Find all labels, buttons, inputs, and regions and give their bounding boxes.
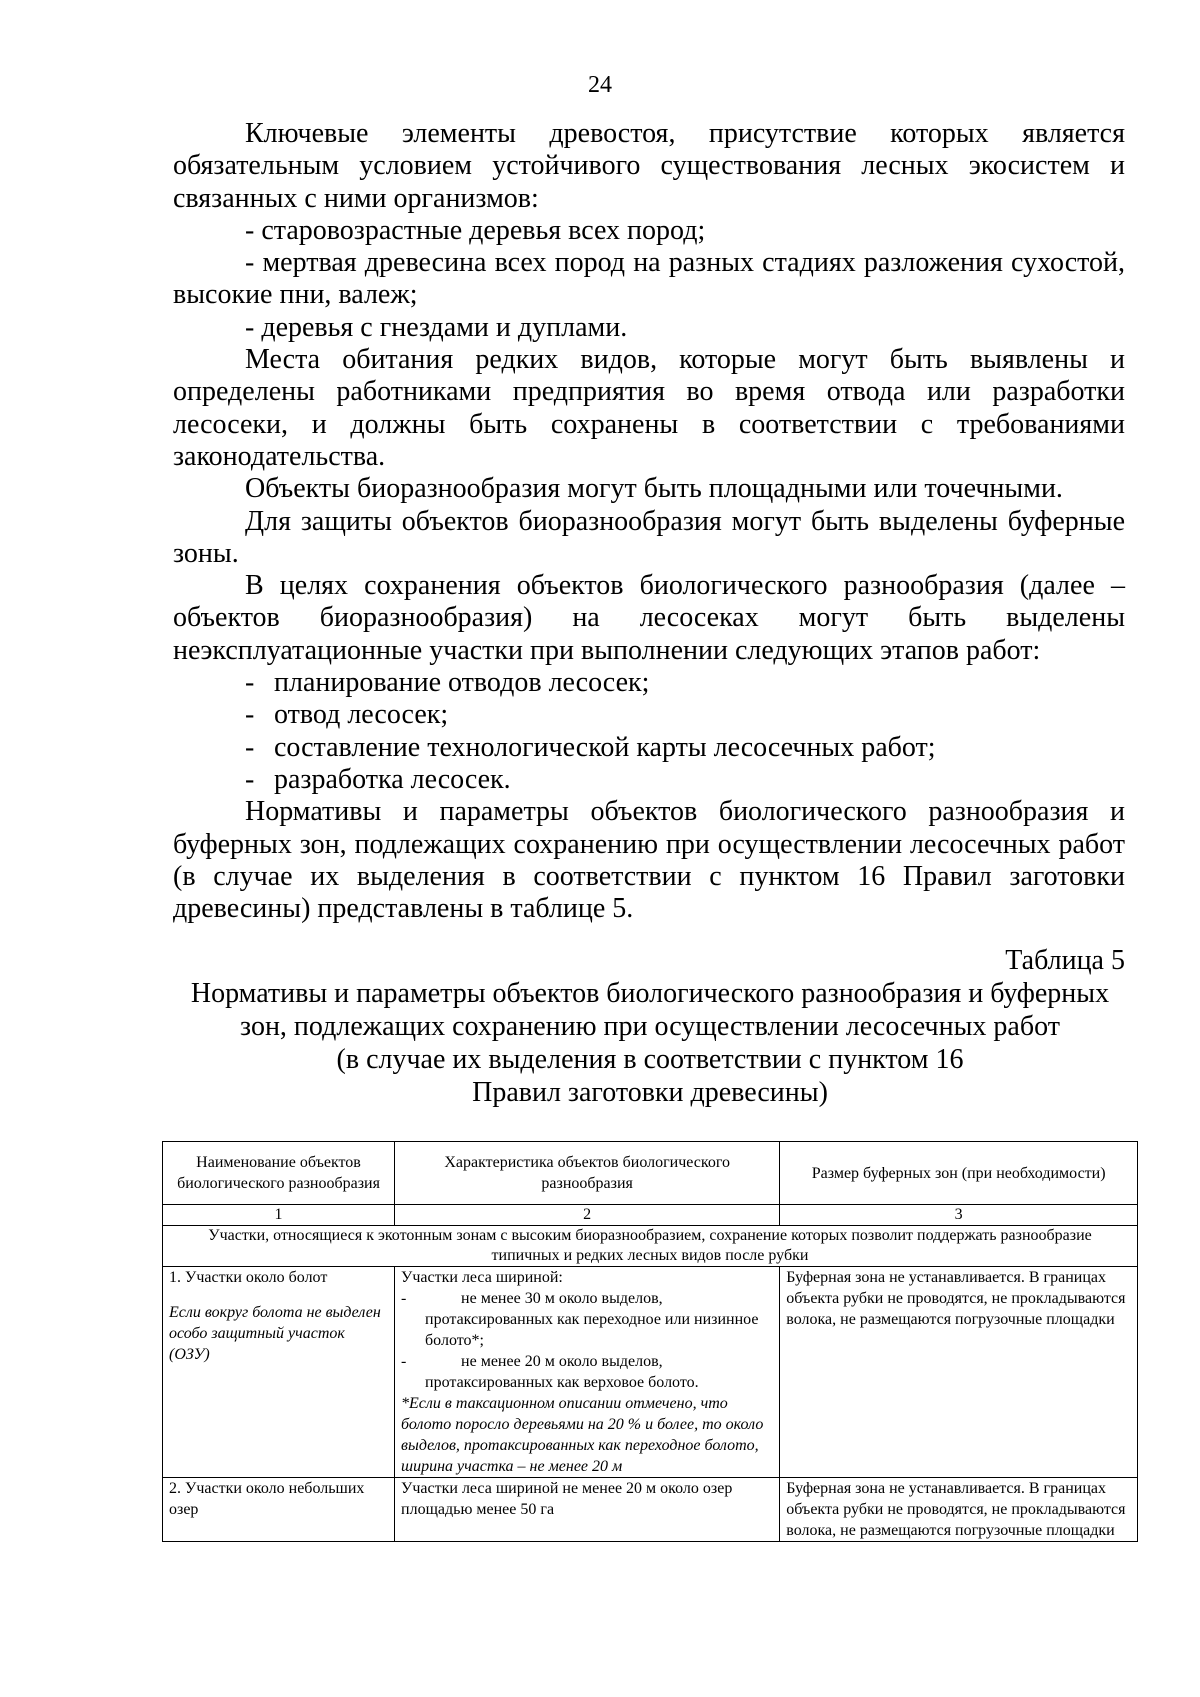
characteristics-note: *Если в таксационном описании отмечено, что болото поросло деревьями на 20 % и более, то около выделов, протаксированных как переходное болото, ширина участка – не менее 20 м (401, 1395, 764, 1475)
list-item-text: планирование отводов лесосек; (274, 667, 650, 699)
buffer-zone-cell: Буферная зона не устанавливается. В границах объекта рубки не проводятся, не прокладываются волока, не размещаются погрузочные площадки (780, 1267, 1138, 1478)
table-title (140, 977, 1160, 1109)
paragraph-item: - деревья с гнездами и дуплами. (245, 311, 628, 343)
table-label: Таблица 5 (1005, 945, 1125, 976)
paragraph: Ключевые элементы древостоя, присутствие которых является обязательным условием устойчивого существования лесных экосистем и связанных с ними организмов: (173, 118, 1125, 214)
column-number: 3 (780, 1205, 1138, 1226)
table-title-line: Нормативы и параметры объектов биологического разнообразия и буферных (190, 978, 1110, 1009)
paragraph: В целях сохранения объектов биологического разнообразия (далее – объектов биоразнообразия) на лесосеках могут быть выделены неэксплуатационные участки при выполнении следующих этапов работ: (173, 570, 1125, 666)
object-name: 1. Участки около болот (169, 1269, 328, 1286)
characteristics-item (401, 1288, 773, 1351)
column-number: 1 (163, 1205, 395, 1226)
norms-table (162, 1141, 1138, 1542)
list-item (173, 732, 1125, 764)
paragraph-item: - старовозрастные деревья всех пород; (245, 214, 706, 246)
list-item-text: составление технологической карты лесосечных работ; (274, 731, 936, 763)
list-marker: - (245, 667, 255, 699)
item-marker: - (401, 1353, 407, 1370)
table-title-line: (в случае их выделения в соответствии с пунктом 16 (336, 1044, 964, 1075)
characteristics-intro: Участки леса шириной: (401, 1269, 563, 1286)
section-row (163, 1226, 1138, 1267)
list-marker: - (245, 699, 255, 731)
list-marker: - (245, 763, 255, 795)
column-number-row (163, 1205, 1138, 1226)
paragraph: Для защиты объектов биоразнообразия могут быть выделены буферные зоны. (173, 505, 1125, 569)
list-item (173, 764, 1125, 796)
column-number: 2 (395, 1205, 780, 1226)
characteristics-cell (395, 1267, 780, 1478)
page-number: 24 (588, 72, 612, 98)
list-item (173, 699, 1125, 731)
table-header-row (163, 1142, 1138, 1205)
column-header-characteristics: Характеристика объектов биологического разнообразия (395, 1142, 780, 1205)
item-first-line: не менее 20 м около выделов, (461, 1353, 663, 1370)
table-title-line: Правил заготовки древесины) (472, 1077, 828, 1108)
item-marker: - (401, 1290, 407, 1307)
list-item (173, 667, 1125, 699)
item-continuation: протаксированных как верховое болото. (425, 1374, 699, 1391)
item-continuation: протаксированных как переходное или низинное болото*; (425, 1311, 759, 1349)
object-name-cell: 2. Участки около небольших озер (163, 1478, 395, 1542)
paragraph: Места обитания редких видов, которые могут быть выявлены и определены работниками предприятия во время отвода или разработки лесосеки, и должны быть сохранены в соответствии с требованиями законодательства. (173, 344, 1125, 472)
table-row (163, 1267, 1138, 1478)
object-name-cell (163, 1267, 395, 1478)
body-text (173, 118, 1125, 925)
table-row (163, 1478, 1138, 1542)
list-item-text: разработка лесосек. (274, 763, 511, 795)
paragraph-item: - мертвая древесина всех пород на разных стадиях разложения сухостой, высокие пни, валеж; (173, 247, 1125, 311)
paragraph: Объекты биоразнообразия могут быть площадными или точечными. (245, 473, 1063, 505)
item-first-line: не менее 30 м около выделов, (461, 1290, 663, 1307)
object-name-note: Если вокруг болота не выделен особо защитный участок (ОЗУ) (169, 1304, 381, 1363)
paragraph: Нормативы и параметры объектов биологического разнообразия и буферных зон, подлежащих сохранению при осуществлении лесосечных работ (в случае их выделения в соответствии с пунктом 16 Правил заготовки древесины) представлены в таблице 5. (173, 796, 1125, 925)
characteristics-cell: Участки леса шириной не менее 20 м около озер площадью менее 50 га (395, 1478, 780, 1542)
column-header-buffer-size: Размер буферных зон (при необходимости) (780, 1142, 1138, 1205)
buffer-zone-cell: Буферная зона не устанавливается. В границах объекта рубки не проводятся, не прокладываются волока, не размещаются погрузочные площадки (780, 1478, 1138, 1542)
list-marker: - (245, 731, 255, 763)
table-title-line: зон, подлежащих сохранению при осуществлении лесосечных работ (240, 1011, 1060, 1042)
characteristics-item (401, 1351, 773, 1393)
list-item-text: отвод лесосек; (274, 699, 449, 731)
column-header-objects: Наименование объектов биологического разнообразия (163, 1142, 395, 1205)
section-header: Участки, относящиеся к экотонным зонам с высоким биоразнообразием, сохранение которых позволит поддержать разнообразие типичных и редких лесных видов после рубки (163, 1226, 1138, 1267)
